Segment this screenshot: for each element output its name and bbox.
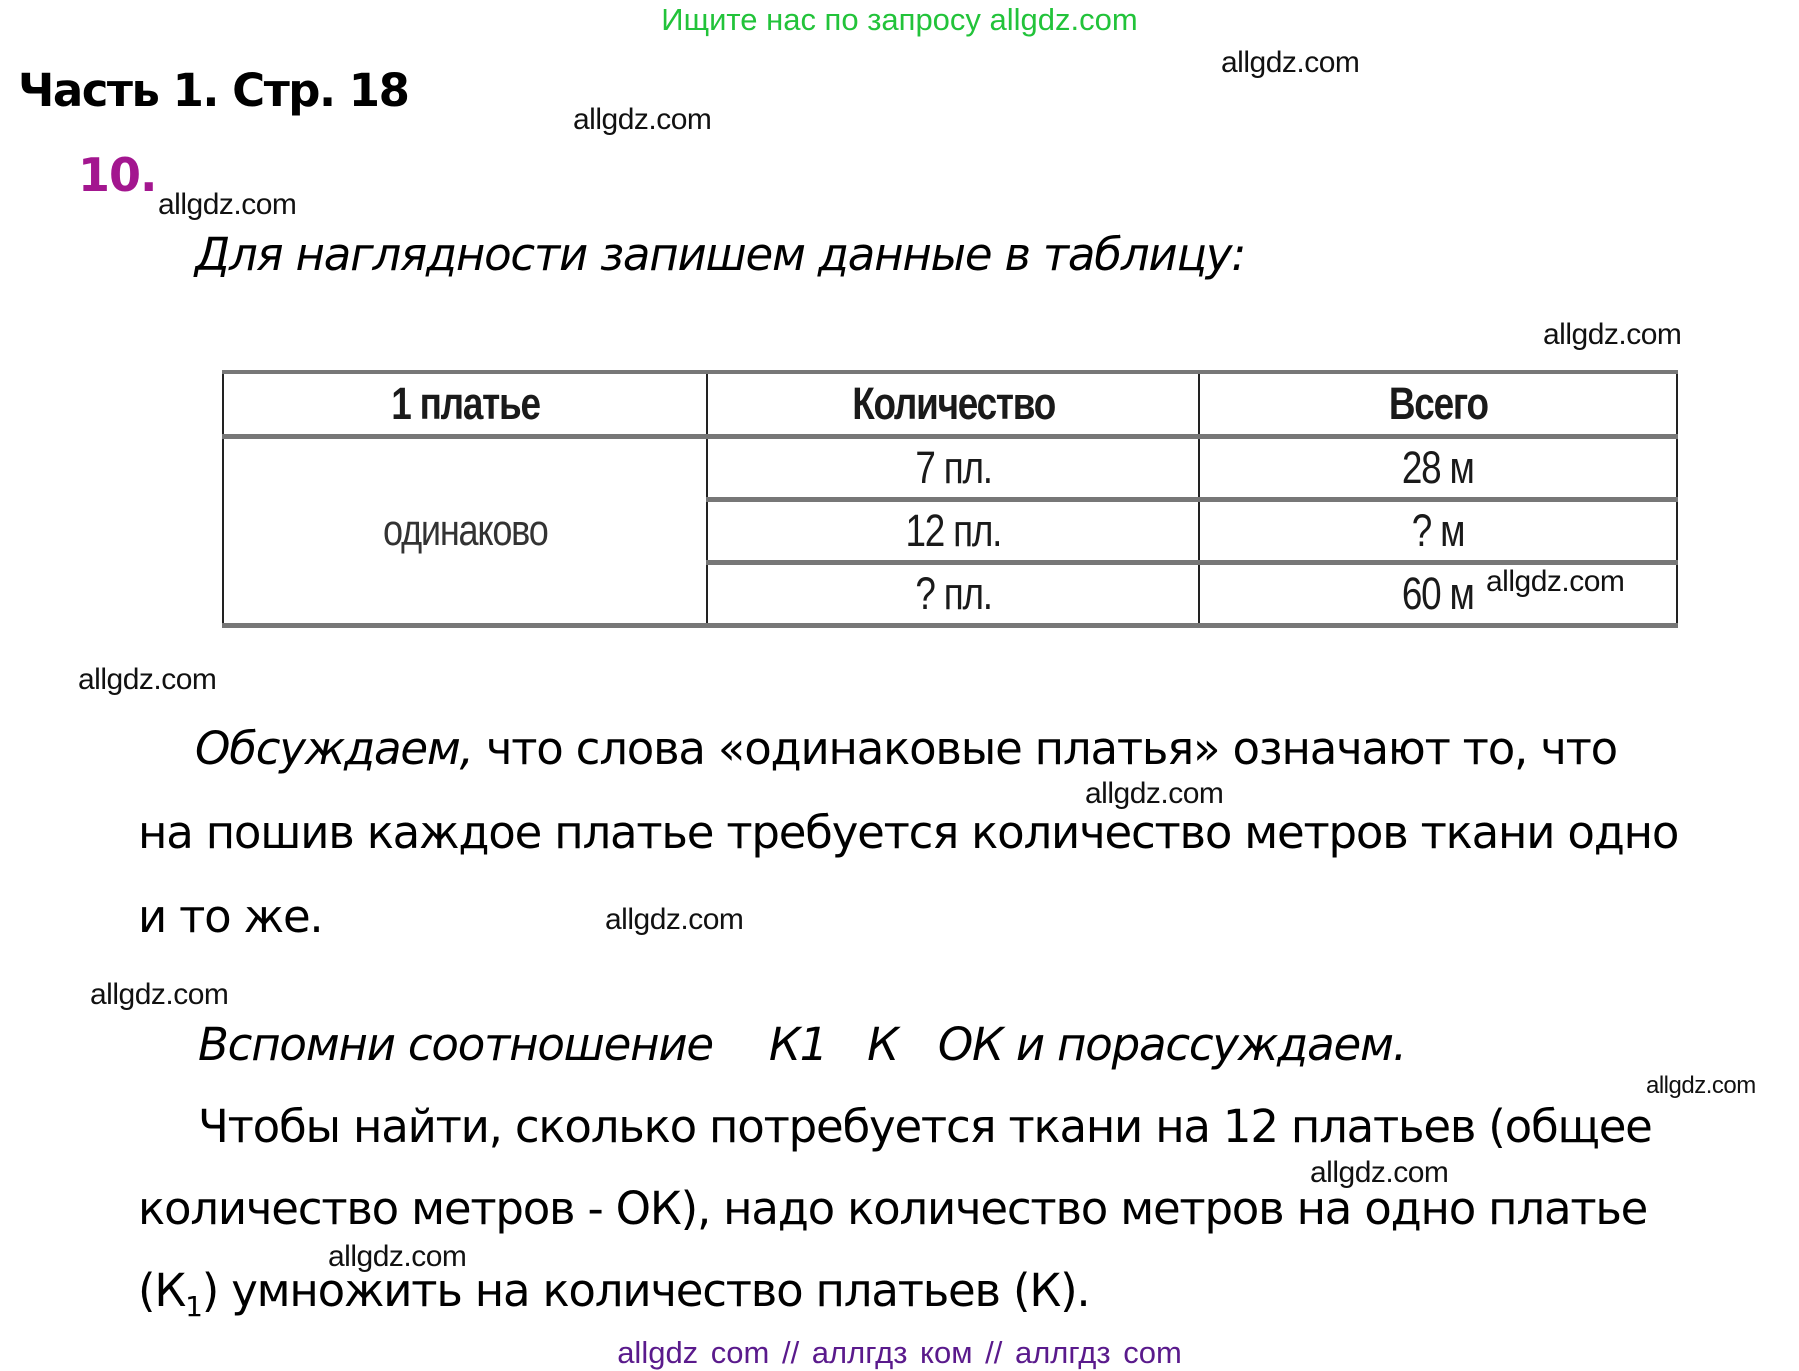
intro-text: Для наглядности запишем данные в таблицу: (195, 228, 1246, 281)
paragraph-3-line-1: Чтобы найти, сколько потребуется ткани на 12 платьев (общее (198, 1100, 1652, 1153)
watermark: allgdz.com (1310, 1156, 1449, 1189)
header-cell-quantity: Количество (707, 372, 1199, 437)
watermark: allgdz.com (1085, 777, 1224, 810)
data-table (222, 370, 1678, 628)
watermark: allgdz.com (1646, 1072, 1756, 1099)
ok-text: ОК и порассуждаем. (937, 1018, 1406, 1071)
watermark: allgdz.com (605, 903, 744, 936)
table-row (223, 437, 1677, 500)
watermark: allgdz.com (90, 978, 229, 1011)
header-cell-dress: 1 платье (223, 372, 707, 437)
table-cell-total: 60 м (1199, 563, 1677, 626)
table-cell-count: 7 пл. (707, 437, 1199, 500)
paragraph-3-line-3-rest: ) умножить на количество платьев (К). (201, 1264, 1090, 1317)
header-cell-total: Всего (1199, 372, 1677, 437)
paren-k: (К (138, 1264, 186, 1317)
recall-relation-text: Вспомни соотношение (198, 1018, 713, 1071)
watermark: allgdz.com (1543, 318, 1682, 351)
page-title: Часть 1. Стр. 18 (18, 64, 409, 117)
table-cell-count: ? пл. (707, 563, 1199, 626)
paragraph-1-line-1 (195, 722, 1617, 775)
merged-cell-same: одинаково (223, 437, 707, 626)
watermark: allgdz.com (1486, 565, 1625, 598)
k-symbol: К (867, 1018, 898, 1071)
watermark: allgdz.com (78, 663, 217, 696)
search-banner: Ищите нас по запросу allgdz.com (661, 2, 1138, 37)
table-header-row (223, 372, 1677, 437)
paragraph-1-line-2: на пошив каждое платье требуется количество метров ткани одно (138, 806, 1679, 859)
paragraph-2 (198, 1018, 1406, 1071)
discuss-italic: Обсуждаем, (195, 722, 473, 775)
paragraph-3-line-2: количество метров - ОК), надо количество метров на одно платье (138, 1182, 1648, 1235)
paragraph-1-line-3: и то же. (138, 890, 323, 943)
task-number: 10. (78, 148, 157, 202)
paragraph-1-line-1-rest: что слова «одинаковые платья» означают то, что (472, 722, 1617, 775)
paragraph-3-line-3 (138, 1264, 1090, 1323)
table-cell-total: ? м (1199, 500, 1677, 563)
watermark: allgdz.com (158, 188, 297, 221)
k1-symbol: К1 (768, 1018, 828, 1071)
table-cell-total: 28 м (1199, 437, 1677, 500)
subscript-one: 1 (185, 1290, 202, 1323)
watermark: allgdz.com (573, 103, 712, 136)
watermark: allgdz.com (1221, 46, 1360, 79)
watermark: allgdz.com (328, 1240, 467, 1273)
table-cell-count: 12 пл. (707, 500, 1199, 563)
footer-watermark: allgdz com // аллгдз ком // аллгдз com (617, 1335, 1182, 1370)
